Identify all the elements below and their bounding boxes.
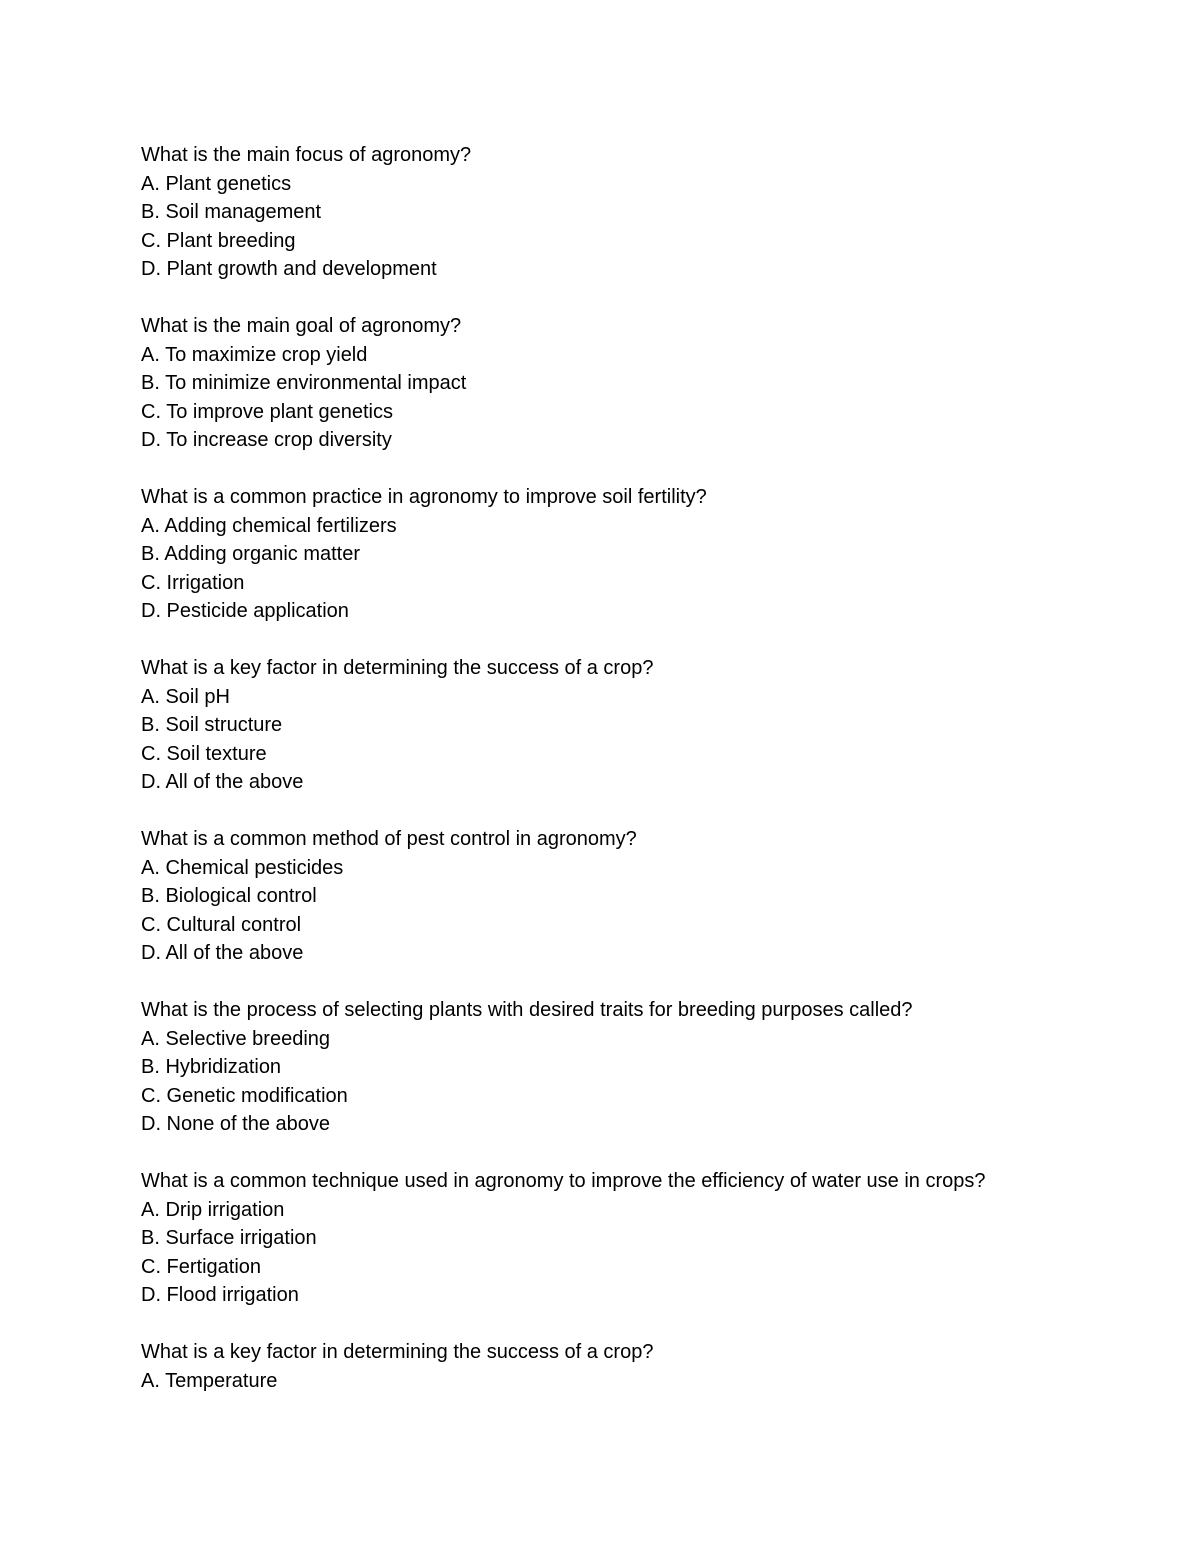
answer-option: D. To increase crop diversity (141, 429, 392, 451)
answer-option: C. Irrigation (141, 571, 245, 594)
answer-option: A. Chemical pesticides (141, 856, 344, 879)
answer-option: B. Soil structure (141, 714, 283, 736)
question-block (141, 312, 1141, 455)
answer-option: A. Adding chemical fertilizers (141, 514, 397, 537)
question-block (141, 996, 1141, 1139)
answer-option: A. Temperature (141, 1369, 278, 1392)
answer-option: C. Cultural control (141, 913, 302, 936)
question-block (141, 1167, 1141, 1310)
question-text: What is the process of selecting plants with desired traits for breeding purposes called? (141, 999, 913, 1021)
question-text: What is the main goal of agronomy? (141, 315, 462, 337)
question-text: What is the main focus of agronomy? (141, 144, 472, 166)
answer-option: C. Genetic modification (141, 1084, 348, 1107)
answer-option: C. Soil texture (141, 742, 267, 765)
answer-option: D. All of the above (141, 942, 304, 964)
answer-option: A. Soil pH (141, 685, 230, 708)
question-text: What is a key factor in determining the success of a crop? (141, 1341, 654, 1363)
answer-option: B. Biological control (141, 885, 317, 907)
question-block (141, 825, 1141, 968)
answer-option: C. To improve plant genetics (141, 400, 393, 423)
question-block (141, 654, 1141, 797)
answer-option: D. None of the above (141, 1113, 331, 1135)
question-block (141, 141, 1141, 284)
answer-option: B. Hybridization (141, 1056, 282, 1078)
answer-option: D. Plant growth and development (141, 258, 437, 280)
question-text: What is a key factor in determining the success of a crop? (141, 657, 654, 679)
question-text: What is a common practice in agronomy to improve soil fertility? (141, 486, 707, 508)
question-block (141, 1338, 1141, 1395)
answer-option: A. Selective breeding (141, 1027, 331, 1050)
question-block (141, 483, 1141, 626)
answer-option: A. Plant genetics (141, 172, 292, 195)
question-text: What is a common technique used in agronomy to improve the efficiency of water use in crops? (141, 1170, 986, 1192)
answer-option: B. To minimize environmental impact (141, 372, 467, 394)
document-page (141, 141, 1141, 1424)
question-text: What is a common method of pest control in agronomy? (141, 828, 637, 850)
answer-option: B. Adding organic matter (141, 543, 361, 565)
answer-option: A. To maximize crop yield (141, 343, 368, 366)
answer-option: D. All of the above (141, 771, 304, 793)
answer-option: A. Drip irrigation (141, 1198, 285, 1221)
answer-option: D. Pesticide application (141, 600, 349, 622)
answer-option: B. Surface irrigation (141, 1227, 317, 1249)
answer-option: C. Plant breeding (141, 229, 296, 252)
answer-option: D. Flood irrigation (141, 1284, 299, 1306)
answer-option: C. Fertigation (141, 1255, 262, 1278)
answer-option: B. Soil management (141, 201, 322, 223)
